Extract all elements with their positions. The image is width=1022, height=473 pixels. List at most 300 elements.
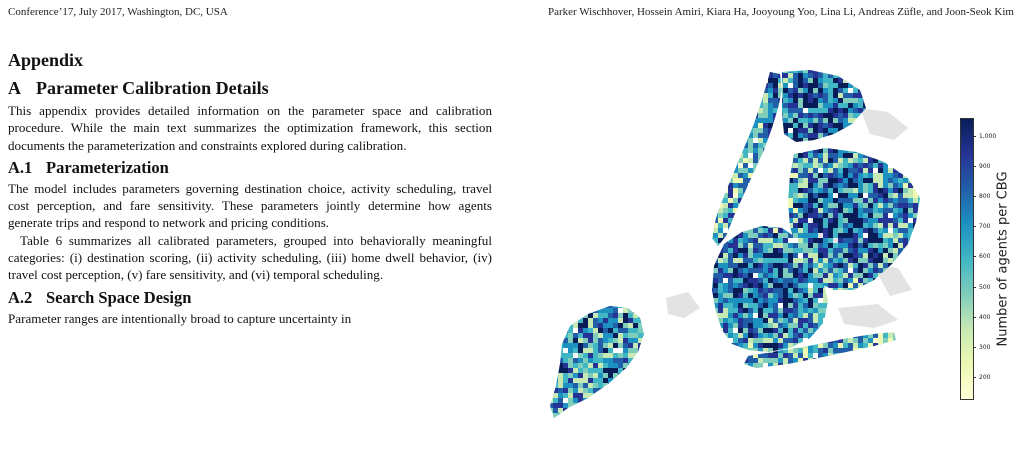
- cbg-cell: [678, 343, 683, 348]
- cbg-cell: [548, 268, 553, 273]
- cbg-cell: [688, 128, 693, 138]
- cbg-cell: [738, 263, 743, 268]
- cbg-cell: [568, 348, 573, 353]
- cbg-cell: [628, 188, 633, 193]
- cbg-cell: [688, 353, 693, 358]
- cbg-cell: [683, 258, 688, 263]
- cbg-cell: [768, 248, 773, 253]
- cbg-cell: [923, 118, 928, 128]
- cbg-cell: [863, 368, 868, 373]
- cbg-cell: [718, 73, 723, 83]
- cbg-cell: [728, 343, 733, 348]
- cbg-cell: [548, 78, 553, 83]
- cbg-cell: [768, 303, 773, 308]
- cbg-cell: [903, 253, 908, 258]
- cbg-cell: [563, 93, 568, 98]
- cbg-cell: [733, 368, 738, 373]
- cbg-cell: [688, 73, 693, 78]
- cbg-cell: [583, 68, 588, 73]
- cbg-cell: [763, 158, 773, 163]
- cbg-cell: [908, 148, 913, 158]
- cbg-cell: [613, 118, 618, 128]
- cbg-cell: [578, 68, 588, 73]
- cbg-cell: [623, 228, 628, 238]
- cbg-cell: [643, 158, 648, 168]
- cbg-cell: [708, 273, 713, 278]
- cbg-cell: [548, 318, 558, 323]
- cbg-cell: [783, 68, 788, 73]
- cbg-cell: [768, 83, 773, 88]
- cbg-cell: [718, 213, 723, 218]
- cbg-cell: [578, 188, 583, 193]
- cbg-cell: [753, 148, 758, 153]
- cbg-cell: [773, 168, 778, 173]
- cbg-cell: [878, 173, 883, 178]
- cbg-cell: [583, 228, 588, 233]
- cbg-cell: [723, 233, 733, 238]
- cbg-cell: [643, 248, 648, 253]
- cbg-cell: [628, 203, 638, 208]
- cbg-cell: [788, 163, 793, 168]
- cbg-cell: [808, 278, 813, 283]
- cbg-cell: [813, 323, 818, 328]
- cbg-cell: [863, 88, 873, 93]
- cbg-cell: [653, 338, 658, 343]
- cbg-cell: [883, 398, 888, 403]
- cbg-cell: [853, 358, 858, 363]
- cbg-cell: [643, 273, 648, 278]
- cbg-cell: [823, 108, 828, 113]
- cbg-cell: [588, 203, 598, 208]
- cbg-cell: [578, 173, 588, 178]
- cbg-cell: [633, 358, 638, 363]
- cbg-cell: [923, 103, 928, 108]
- cbg-cell: [753, 73, 758, 78]
- cbg-cell: [573, 313, 578, 318]
- cbg-cell: [608, 103, 618, 108]
- cbg-cell: [918, 373, 923, 378]
- cbg-cell: [898, 138, 903, 148]
- cbg-cell: [673, 268, 683, 278]
- cbg-cell: [633, 68, 638, 73]
- cbg-cell: [708, 103, 713, 108]
- cbg-cell: [823, 153, 828, 158]
- cbg-cell: [733, 68, 743, 73]
- cbg-cell: [883, 78, 888, 88]
- cbg-cell: [683, 353, 688, 363]
- cbg-cell: [633, 268, 638, 273]
- cbg-cell: [788, 103, 793, 108]
- cbg-cell: [588, 163, 593, 168]
- cbg-cell: [653, 198, 658, 203]
- cbg-cell: [773, 323, 778, 328]
- cbg-cell: [573, 213, 583, 218]
- cbg-cell: [633, 118, 638, 128]
- cbg-cell: [593, 148, 598, 153]
- cbg-cell: [663, 123, 668, 133]
- cbg-cell: [713, 353, 718, 358]
- cbg-cell: [588, 248, 593, 253]
- cbg-cell: [568, 323, 573, 328]
- cbg-cell: [883, 83, 888, 88]
- cbg-cell: [718, 373, 723, 378]
- cbg-cell: [683, 338, 688, 343]
- cbg-cell: [783, 188, 788, 193]
- cbg-cell: [668, 158, 673, 163]
- cbg-cell: [733, 263, 738, 268]
- cbg-cell: [723, 68, 733, 73]
- cbg-cell: [818, 128, 823, 133]
- cbg-cell: [713, 348, 718, 358]
- cbg-cell: [793, 143, 798, 148]
- cbg-cell: [898, 383, 903, 388]
- cbg-cell: [553, 178, 563, 183]
- cbg-cell: [873, 398, 878, 403]
- cbg-cell: [598, 133, 603, 138]
- cbg-cell: [628, 383, 633, 388]
- cbg-cell: [638, 188, 643, 198]
- cbg-cell: [643, 368, 648, 378]
- cbg-cell: [628, 83, 633, 88]
- cbg-cell: [673, 228, 683, 233]
- cbg-cell: [583, 288, 588, 293]
- cbg-cell: [568, 288, 573, 293]
- cbg-cell: [773, 203, 778, 208]
- cbg-cell: [618, 383, 623, 388]
- cbg-cell: [888, 88, 898, 93]
- cbg-cell: [738, 113, 743, 123]
- cbg-cell: [613, 213, 623, 218]
- cbg-cell: [703, 163, 708, 168]
- cbg-cell: [628, 223, 633, 228]
- cbg-cell: [568, 293, 578, 298]
- cbg-cell: [573, 378, 578, 383]
- cbg-cell: [563, 148, 568, 153]
- cbg-cell: [758, 108, 763, 113]
- cbg-cell: [748, 403, 753, 408]
- cbg-cell: [868, 288, 873, 298]
- cbg-cell: [618, 338, 623, 343]
- cbg-cell: [813, 293, 818, 298]
- cbg-cell: [563, 278, 568, 283]
- cbg-cell: [813, 173, 818, 178]
- cbg-cell: [718, 183, 723, 188]
- cbg-cell: [668, 103, 673, 113]
- cbg-cell: [673, 338, 678, 343]
- cbg-cell: [793, 388, 803, 398]
- cbg-cell: [778, 163, 788, 173]
- cbg-cell: [733, 243, 738, 248]
- cbg-cell: [553, 183, 563, 193]
- cbg-cell: [723, 263, 728, 268]
- cbg-cell: [608, 93, 613, 98]
- cbg-cell: [668, 318, 673, 323]
- cbg-cell: [858, 198, 863, 203]
- cbg-cell: [833, 378, 838, 383]
- cbg-cell: [623, 408, 628, 413]
- cbg-cell: [643, 278, 653, 283]
- cbg-cell: [643, 288, 648, 293]
- cbg-cell: [923, 288, 928, 293]
- cbg-cell: [693, 178, 698, 183]
- cbg-cell: [778, 128, 783, 133]
- cbg-cell: [743, 338, 748, 343]
- cbg-cell: [778, 193, 783, 203]
- cbg-cell: [683, 133, 688, 138]
- cbg-cell: [813, 213, 818, 218]
- cbg-cell: [648, 243, 653, 248]
- cbg-cell: [803, 233, 813, 238]
- cbg-cell: [623, 123, 628, 128]
- cbg-cell: [763, 388, 768, 393]
- cbg-cell: [883, 373, 893, 383]
- cbg-cell: [598, 233, 603, 238]
- cbg-cell: [753, 398, 758, 403]
- cbg-cell: [563, 258, 573, 263]
- cbg-cell: [883, 208, 888, 213]
- cbg-cell: [583, 273, 588, 278]
- cbg-cell: [753, 93, 758, 103]
- cbg-cell: [673, 88, 678, 93]
- cbg-cell: [763, 163, 773, 168]
- cbg-cell: [853, 328, 858, 333]
- cbg-cell: [683, 148, 688, 158]
- cbg-cell: [553, 93, 563, 103]
- cbg-cell: [633, 248, 643, 253]
- cbg-cell: [603, 223, 608, 228]
- cbg-cell: [593, 198, 598, 203]
- cbg-cell: [578, 148, 583, 153]
- cbg-cell: [753, 123, 758, 128]
- cbg-cell: [553, 73, 558, 78]
- cbg-cell: [773, 93, 778, 98]
- cbg-cell: [618, 228, 623, 233]
- cbg-cell: [553, 218, 558, 223]
- cbg-cell: [643, 243, 648, 248]
- cbg-cell: [743, 188, 753, 193]
- cbg-cell: [623, 403, 633, 408]
- cbg-cell: [878, 98, 883, 103]
- cbg-cell: [768, 188, 778, 193]
- cbg-cell: [663, 368, 673, 373]
- cbg-cell: [598, 298, 608, 303]
- cbg-cell: [558, 103, 568, 108]
- cbg-cell: [648, 168, 658, 178]
- cbg-cell: [698, 403, 703, 408]
- cbg-cell: [813, 68, 818, 73]
- cbg-cell: [643, 193, 648, 198]
- cbg-cell: [748, 378, 753, 383]
- cbg-cell: [553, 158, 558, 163]
- cbg-cell: [853, 398, 858, 403]
- cbg-cell: [598, 193, 603, 198]
- cbg-cell: [733, 193, 738, 198]
- cbg-cell: [878, 143, 888, 148]
- cbg-cell: [803, 278, 808, 283]
- cbg-cell: [888, 308, 893, 313]
- cbg-cell: [658, 103, 663, 113]
- cbg-cell: [623, 133, 628, 138]
- cbg-cell: [753, 333, 758, 338]
- cbg-cell: [633, 193, 638, 198]
- cbg-cell: [658, 188, 663, 193]
- cbg-cell: [743, 178, 748, 183]
- cbg-cell: [608, 408, 613, 413]
- cbg-cell: [598, 388, 603, 398]
- cbg-cell: [783, 378, 788, 383]
- cbg-cell: [593, 388, 598, 393]
- cbg-cell: [748, 258, 753, 263]
- cbg-cell: [873, 278, 878, 283]
- cbg-cell: [643, 113, 653, 123]
- cbg-cell: [768, 133, 778, 138]
- cbg-cell: [758, 403, 768, 413]
- cbg-cell: [583, 398, 588, 403]
- cbg-cell: [598, 258, 608, 263]
- cbg-cell: [788, 228, 793, 233]
- cbg-cell: [868, 148, 873, 153]
- cbg-cell: [598, 358, 603, 363]
- cbg-cell: [593, 143, 598, 148]
- running-header: [8, 6, 1014, 20]
- cbg-cell: [593, 163, 603, 168]
- cbg-cell: [548, 138, 553, 148]
- cbg-cell: [663, 353, 673, 358]
- cbg-cell: [598, 93, 608, 98]
- cbg-cell: [693, 198, 703, 203]
- cbg-cell: [818, 93, 823, 98]
- cbg-cell: [568, 308, 573, 313]
- cbg-cell: [898, 293, 903, 298]
- cbg-cell: [738, 273, 743, 278]
- cbg-cell: [753, 193, 763, 203]
- cbg-cell: [563, 273, 568, 278]
- cbg-cell: [708, 153, 713, 158]
- cbg-cell: [893, 238, 898, 243]
- cbg-cell: [583, 103, 588, 108]
- cbg-cell: [573, 303, 578, 308]
- cbg-cell: [768, 198, 773, 203]
- cbg-cell: [728, 123, 733, 128]
- cbg-cell: [753, 173, 758, 183]
- cbg-cell: [763, 278, 768, 283]
- cbg-cell: [693, 313, 698, 318]
- cbg-cell: [853, 383, 858, 388]
- cbg-cell: [853, 128, 858, 133]
- cbg-cell: [593, 133, 598, 138]
- cbg-cell: [783, 403, 788, 408]
- cbg-cell: [673, 143, 678, 148]
- cbg-cell: [893, 213, 898, 218]
- cbg-cell: [648, 408, 653, 418]
- cbg-cell: [878, 343, 888, 348]
- cbg-cell: [763, 153, 773, 158]
- cbg-cell: [603, 98, 608, 103]
- cbg-cell: [893, 228, 898, 233]
- cbg-cell: [658, 293, 668, 298]
- cbg-cell: [648, 208, 658, 213]
- cbg-cell: [688, 163, 693, 168]
- cbg-cell: [743, 73, 753, 78]
- cbg-cell: [918, 233, 928, 238]
- cbg-cell: [593, 258, 598, 263]
- cbg-cell: [638, 373, 643, 383]
- cbg-cell: [653, 158, 658, 168]
- cbg-cell: [593, 383, 598, 388]
- cbg-cell: [623, 193, 633, 203]
- cbg-cell: [873, 348, 883, 358]
- cbg-cell: [683, 143, 693, 148]
- cbg-cell: [828, 373, 838, 378]
- cbg-cell: [763, 343, 768, 348]
- cbg-cell: [668, 378, 673, 383]
- cbg-cell: [648, 83, 658, 88]
- cbg-cell: [918, 313, 923, 318]
- cbg-cell: [613, 93, 623, 98]
- cbg-cell: [913, 318, 923, 323]
- cbg-cell: [573, 333, 578, 338]
- cbg-cell: [793, 128, 798, 133]
- cbg-cell: [578, 268, 583, 273]
- cbg-cell: [763, 333, 768, 338]
- cbg-cell: [868, 178, 873, 183]
- cbg-cell: [858, 278, 863, 283]
- cbg-cell: [758, 278, 763, 283]
- cbg-cell: [623, 113, 628, 118]
- cbg-cell: [748, 223, 758, 228]
- cbg-cell: [623, 278, 628, 283]
- cbg-cell: [653, 368, 658, 373]
- cbg-cell: [678, 73, 688, 83]
- cbg-cell: [833, 403, 838, 413]
- cbg-cell: [693, 403, 698, 408]
- cbg-cell: [668, 368, 673, 373]
- cbg-cell: [843, 188, 853, 193]
- cbg-cell: [733, 128, 738, 138]
- cbg-cell: [598, 183, 608, 188]
- cbg-cell: [728, 398, 733, 403]
- cbg-cell: [903, 368, 908, 373]
- cbg-cell: [618, 193, 623, 198]
- cbg-cell: [778, 373, 783, 378]
- cbg-cell: [843, 378, 848, 383]
- cbg-cell: [803, 388, 808, 393]
- cbg-cell: [718, 348, 723, 358]
- cbg-cell: [778, 393, 788, 403]
- cbg-cell: [848, 173, 853, 178]
- cbg-cell: [563, 153, 568, 158]
- cbg-cell: [583, 153, 588, 158]
- cbg-cell: [888, 153, 893, 158]
- cbg-cell: [583, 258, 588, 268]
- cbg-cell: [808, 358, 813, 363]
- cbg-cell: [673, 403, 678, 408]
- cbg-cell: [713, 73, 723, 78]
- cbg-cell: [918, 248, 923, 253]
- cbg-cell: [788, 73, 793, 78]
- cbg-cell: [623, 198, 628, 208]
- cbg-cell: [633, 258, 643, 263]
- cbg-cell: [688, 223, 693, 233]
- cbg-cell: [563, 338, 568, 343]
- cbg-cell: [653, 203, 663, 208]
- cbg-cell: [678, 88, 683, 93]
- cbg-cell: [583, 278, 588, 283]
- cbg-cell: [718, 383, 723, 388]
- cbg-cell: [563, 193, 573, 198]
- cbg-cell: [643, 83, 648, 88]
- cbg-cell: [888, 68, 893, 73]
